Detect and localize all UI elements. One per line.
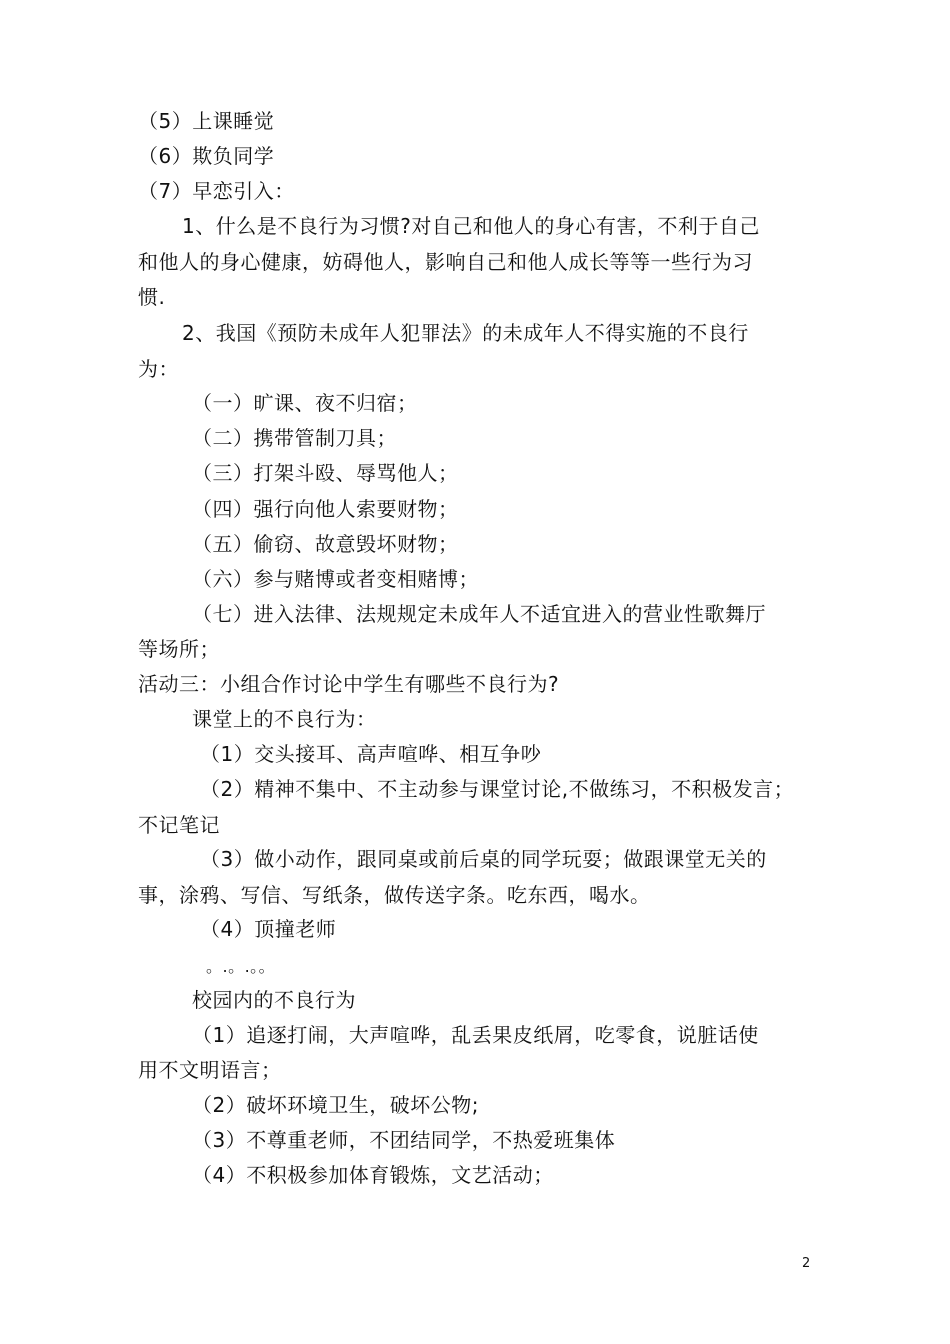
- text-line-27: （1）追逐打闹，大声喧哗，乱丢果皮纸屑，吃零食，说脏话使: [192, 1023, 759, 1047]
- text-line-15: （七）进入法律、法规规定未成年人不适宜进入的营业性歌舞厅: [192, 602, 766, 626]
- text-line-17: 活动三：小组合作讨论中学生有哪些不良行为?: [138, 672, 560, 696]
- text-line-26: 校园内的不良行为: [192, 988, 356, 1012]
- text-line-19: （1）交头接耳、高声喧哗、相互争吵: [200, 742, 542, 766]
- text-line-8: 为：: [138, 357, 179, 381]
- text-line-13: （五）偷窃、故意毁坏财物；: [192, 532, 459, 556]
- text-line-10: （二）携带管制刀具；: [192, 426, 397, 450]
- text-line-20: （2）精神不集中、不主动参与课堂讨论,不做练习，不积极发言；: [200, 777, 795, 801]
- text-line-11: （三）打架斗殴、辱骂他人；: [192, 461, 459, 485]
- text-line-1: （5）上课睡觉: [138, 109, 275, 133]
- text-line-22: （3）做小动作，跟同桌或前后桌的同学玩耍；做跟课堂无关的: [200, 847, 767, 871]
- text-line-5: 和他人的身心健康，妨碍他人，影响自己和他人成长等等一些行为习: [138, 250, 753, 274]
- text-line-14: （六）参与赌博或者变相赌博；: [192, 567, 479, 591]
- text-line-29: （2）破坏环境卫生，破坏公物;: [192, 1093, 479, 1117]
- text-line-7: 2、我国《预防未成年人犯罪法》的未成年人不得实施的不良行: [182, 321, 749, 345]
- text-line-25: 。.。.。。: [206, 957, 276, 976]
- text-line-31: （4）不积极参加体育锻炼，文艺活动；: [192, 1163, 554, 1187]
- text-line-6: 惯.: [138, 285, 166, 309]
- text-line-4: 1、什么是不良行为习惯?对自己和他人的身心有害，不利于自己: [182, 214, 760, 238]
- page-number: 2: [802, 1256, 811, 1271]
- text-line-21: 不记笔记: [138, 813, 220, 837]
- text-line-18: 课堂上的不良行为：: [192, 707, 377, 731]
- text-line-2: （6）欺负同学: [138, 144, 275, 168]
- text-line-23: 事，涂鸦、写信、写纸条，做传送字条。吃东西，喝水。: [138, 883, 651, 907]
- text-line-3: （7）早恋引入：: [138, 179, 295, 203]
- text-line-16: 等场所；: [138, 637, 220, 661]
- text-line-24: （4）顶撞老师: [200, 917, 337, 941]
- text-line-28: 用不文明语言；: [138, 1058, 282, 1082]
- text-line-9: （一）旷课、夜不归宿；: [192, 391, 418, 415]
- text-line-30: （3）不尊重老师，不团结同学，不热爱班集体: [192, 1128, 616, 1152]
- text-line-12: （四）强行向他人索要财物；: [192, 497, 459, 521]
